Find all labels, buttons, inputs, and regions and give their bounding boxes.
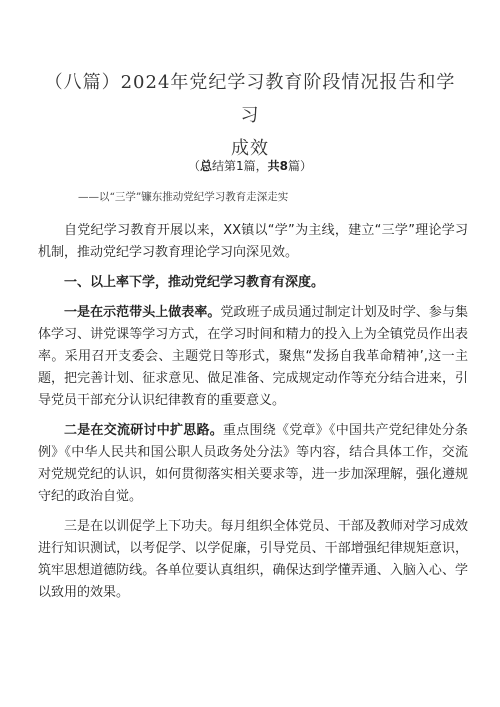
document-title: [40, 66, 460, 165]
paragraph-1: [38, 302, 468, 412]
title-line-2: 成效: [231, 138, 269, 159]
subtitle-text-1: 结第1篇，: [212, 159, 268, 173]
document-body: [38, 220, 468, 612]
intro-paragraph: 自党纪学习教育开展以来，XX镇以“学”为主线，建立“三学”理论学习机制，推动党纪学习教育理论学习向深见效。: [38, 223, 468, 260]
document-subtitle: [0, 158, 500, 174]
paragraph-1-lead: 一是在示范带头上做表率。: [64, 305, 221, 320]
subtitle-text-2: 篇）: [288, 159, 313, 173]
paragraph-2: [38, 420, 468, 508]
paragraph-1-text: 党政班子成员通过制定计划及时学、参与集体学习、讲党课等学习方式，在学习时间和精力的投入上为全镇党员作出表率。采用召开支委会、主题党日等形式，聚焦“发扬自我革命精神’,这一主题，把完善计划、征求意见、做足准备、完成规定动作等充分结合进来，引导党员干部充分认识纪律教育的重要意义。: [38, 305, 468, 408]
paragraph-2-text: 重点围绕《党章》《中国共产党纪律处分条例》《中华人民共和国公职人员政务处分法》等内容，结合具体工作，交流对党规党纪的认识，如何贯彻落实相关要求等，进一步加深理解，强化遵规守纪的政治自觉。: [38, 423, 468, 504]
document-byline: ——以“三学”镰东推动党纪学习教育走深走实: [78, 191, 289, 203]
paragraph-3: 三是在以训促学上下功夫。每月组织全体党员、干部及教师对学习成效进行知识测试，以考促学、以学促廉，引导党员、干部增强纪律规矩意识，筑牢思想道德防线。各单位要认真组织，确保达到学懂弄通、入脑入心、学以致用的效果。: [38, 519, 468, 600]
paragraph-2-lead: 二是在交流研讨中扩思路。: [64, 423, 223, 438]
title-line-1: （八篇）2024年党纪学习教育阶段情况报告和学习: [44, 72, 456, 126]
subtitle-open: （: [187, 159, 200, 173]
subtitle-bold-2: 共8: [267, 159, 288, 173]
subtitle-bold-1: 总: [199, 159, 212, 173]
section-heading-1: 一、以上率下学，推动党纪学习教育有深度。: [64, 275, 325, 290]
